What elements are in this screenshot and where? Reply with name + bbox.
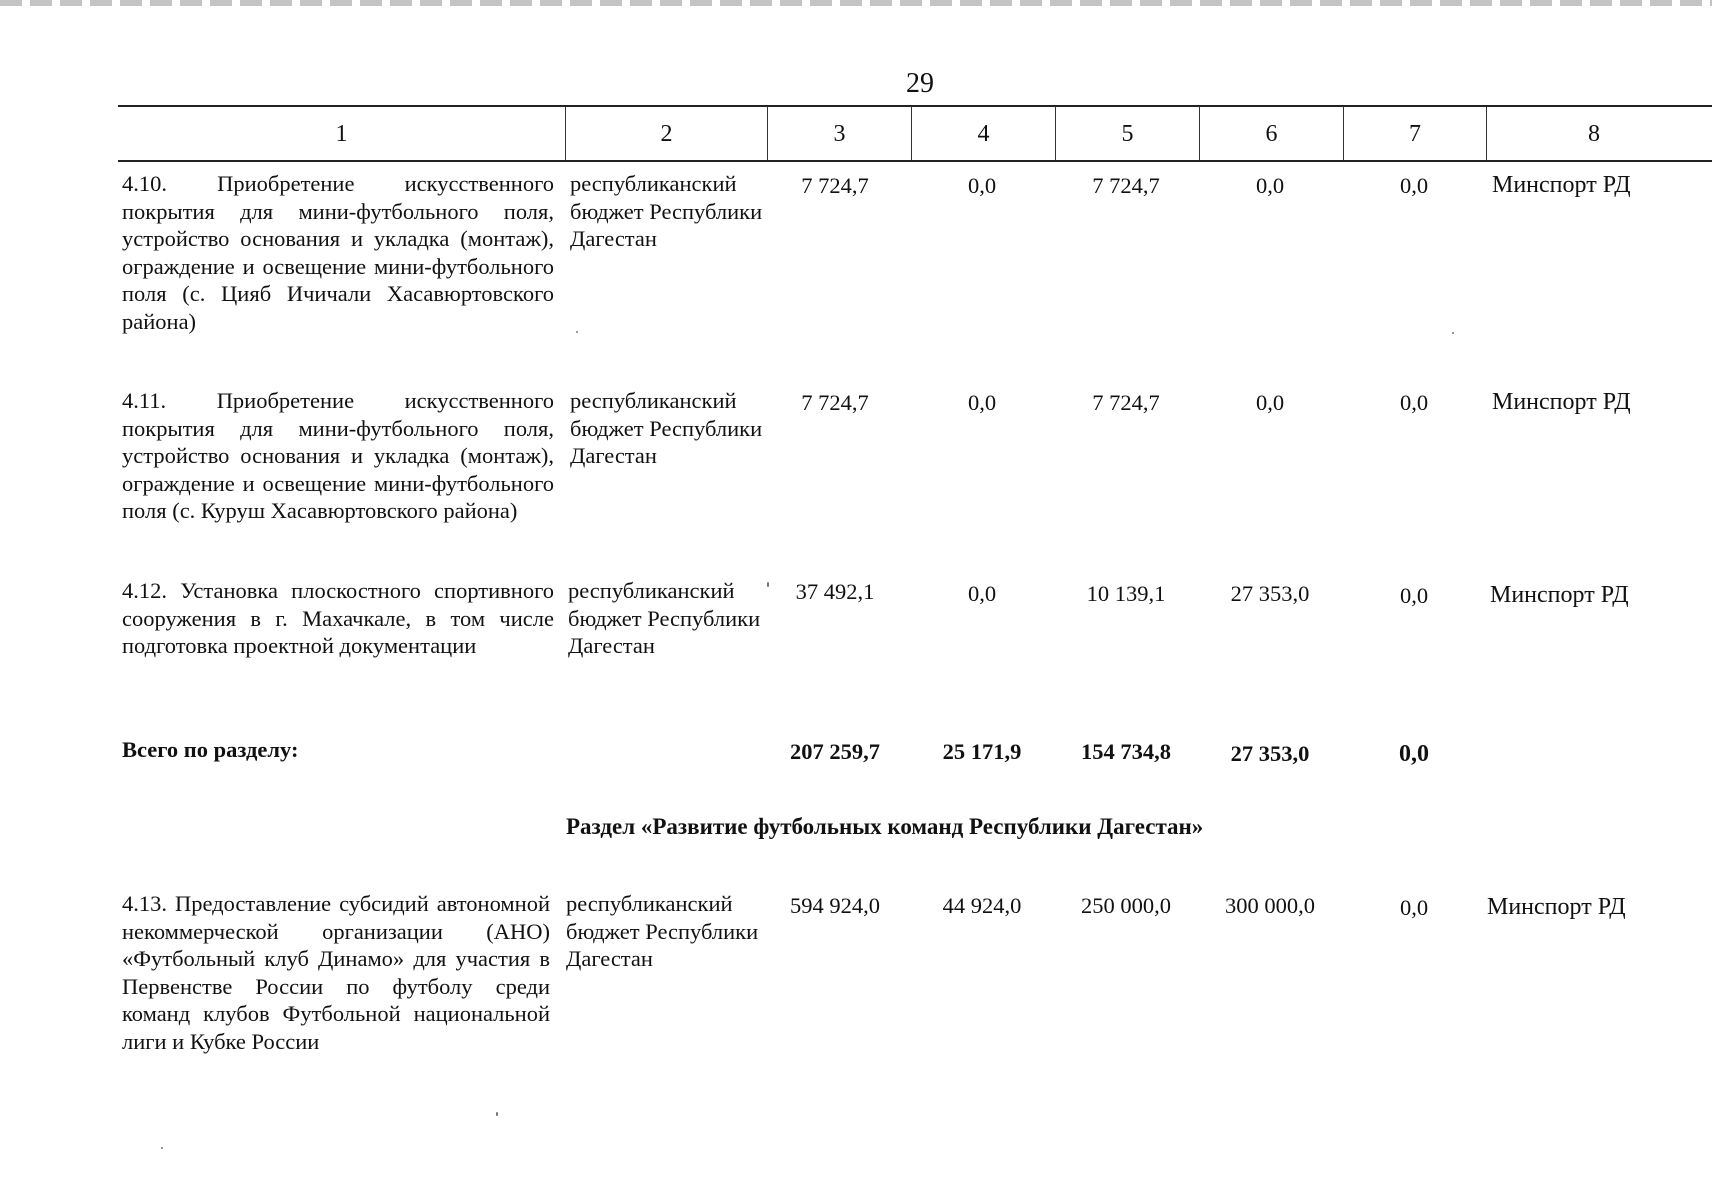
scan-speck: [161, 1147, 163, 1149]
row-value-col3: 7 724,7: [801, 173, 869, 198]
row-funding-source: республиканский бюджет Республики Дагестан: [570, 388, 763, 469]
scan-speck: [576, 331, 578, 333]
column-number-5: 5: [1121, 121, 1134, 147]
column-number-7: 7: [1409, 121, 1421, 147]
row-value-col6: 0,0: [1255, 173, 1285, 198]
row-funding-source: республиканский бюджет Республики Дагестан: [568, 578, 761, 659]
row-value-col6: 0,0: [1255, 390, 1285, 415]
column-number-4: 4: [977, 121, 990, 147]
scan-edge-noise: [0, 0, 1712, 6]
column-number-6: 6: [1265, 121, 1278, 147]
row-value-col4: 44 924,0: [942, 893, 1022, 918]
row-name: 4.13. Предоставление субсидий автономной некоммерческой организации (АНО) «Футбольный клуб Динамо» для участия в Первенстве России по футболу среди команд клубов Футбольной национальной лиги и Кубке России: [122, 891, 550, 1054]
row-value-col3: 7 724,7: [801, 390, 869, 415]
row-value-col6: 300 000,0: [1225, 893, 1315, 918]
row-value-col5: 7 724,7: [1092, 173, 1160, 198]
scan-speck: [496, 1112, 498, 1116]
row-value-col7: 0,0: [1399, 583, 1429, 608]
scan-speck: [767, 582, 769, 587]
row-value-col3: 37 492,1: [795, 579, 875, 604]
total-value-col7: 0,0: [1399, 741, 1429, 767]
row-name: 4.12. Установка плоскостного спортивного сооружения в г. Махачкале, в том числе подготовка проектной документации: [122, 578, 554, 659]
section-title: Раздел «Развитие футбольных команд Республики Дагестан»: [566, 814, 1204, 839]
row-funding-source: республиканский бюджет Республики Дагестан: [570, 171, 763, 252]
row-value-col7: 0,0: [1399, 895, 1429, 920]
row-name: 4.10. Приобретение искусственного покрытия для мини-футбольного поля, устройство основания и укладка (монтаж), ограждение и освещение мини-футбольного поля (с. Цияб Ичичали Хасавюртовского района): [122, 171, 554, 334]
row-value-col3: 594 924,0: [790, 893, 880, 918]
total-value-col4: 25 171,9: [942, 739, 1022, 764]
row-value-col7: 0,0: [1399, 173, 1429, 198]
page-number: 29: [906, 68, 934, 99]
column-number-3: 3: [833, 121, 846, 147]
column-number-1: 1: [335, 121, 348, 147]
row-value-col6: 27 353,0: [1230, 581, 1310, 606]
row-funding-source: республиканский бюджет Республики Дагестан: [566, 891, 759, 972]
row-executor: Минспорт РД: [1492, 172, 1631, 198]
row-value-col5: 10 139,1: [1086, 581, 1166, 606]
total-value-col3: 207 259,7: [790, 739, 880, 764]
total-value-col5: 154 734,8: [1081, 739, 1171, 764]
row-value-col7: 0,0: [1399, 390, 1429, 415]
row-value-col5: 7 724,7: [1092, 390, 1160, 415]
row-value-col5: 250 000,0: [1081, 893, 1171, 918]
scan-speck: [1452, 332, 1454, 334]
column-number-2: 2: [660, 121, 673, 147]
row-executor: Минспорт РД: [1487, 894, 1626, 920]
row-value-col4: 0,0: [967, 390, 997, 415]
total-value-col6: 27 353,0: [1230, 741, 1310, 766]
row-executor: Минспорт РД: [1490, 582, 1629, 608]
table-top-rule: [118, 105, 1712, 107]
column-number-8: 8: [1588, 121, 1600, 147]
row-name: 4.11. Приобретение искусственного покрытия для мини-футбольного поля, устройство основания и укладка (монтаж), ограждение и освещение мини-футбольного поля (с. Куруш Хасавюртовского района): [122, 388, 554, 524]
row-value-col4: 0,0: [967, 173, 997, 198]
row-value-col4: 0,0: [967, 581, 997, 606]
table-header-bottom-rule: [118, 160, 1712, 162]
row-executor: Минспорт РД: [1492, 389, 1631, 415]
total-label: Всего по разделу:: [122, 737, 299, 762]
